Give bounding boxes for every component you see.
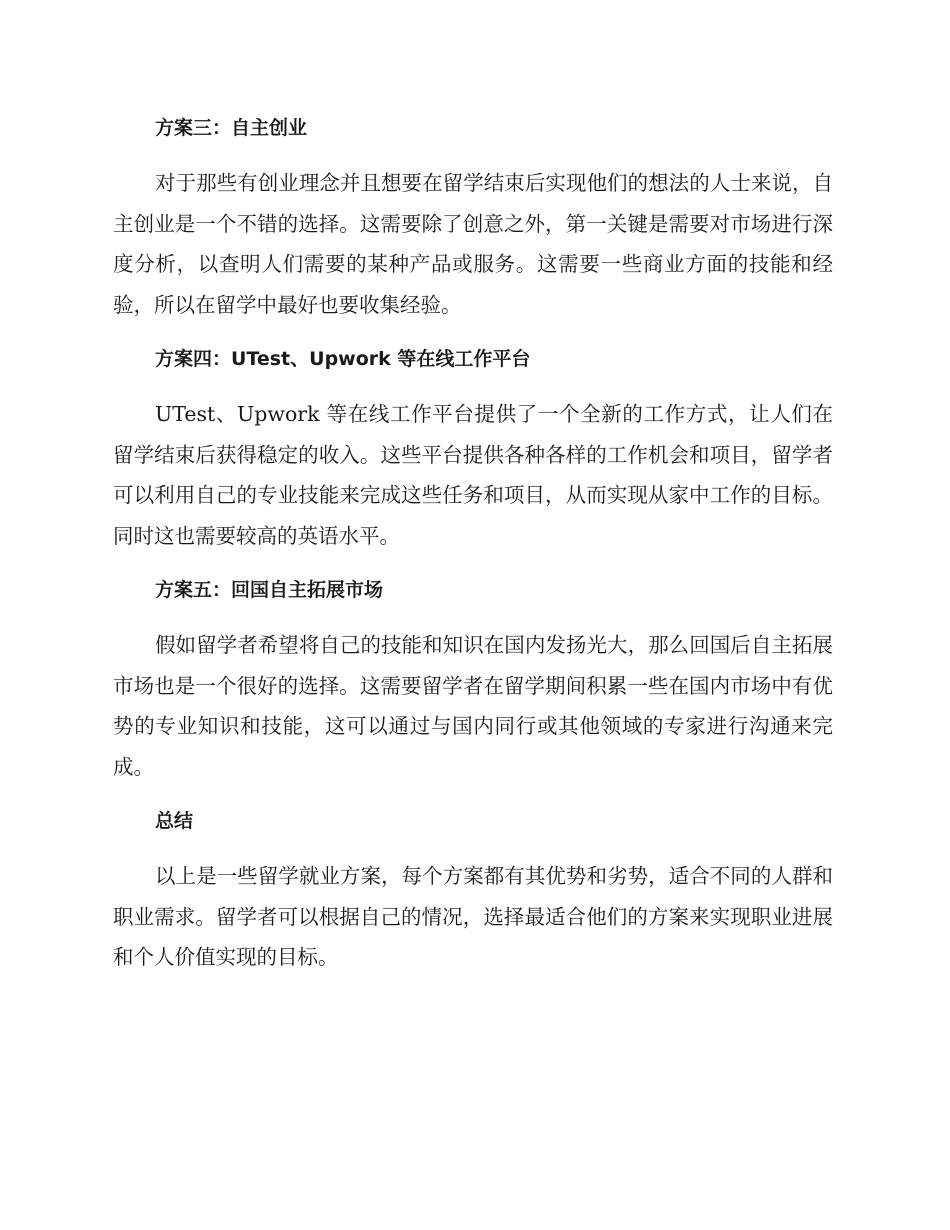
section-plan-four	[113, 339, 833, 556]
section-paragraph: 对于那些有创业理念并且想要在留学结束后实现他们的想法的人士来说，自主创业是一个不错的选择。这需要除了创意之外，第一关键是需要对市场进行深度分析，以查明人们需要的某种产品或服务。这需要一些商业方面的技能和经验，所以在留学中最好也要收集经验。	[113, 171, 833, 317]
section-heading: 方案五：回国自主拓展市场	[155, 579, 384, 601]
section-paragraph: 以上是一些留学就业方案，每个方案都有其优势和劣势，适合不同的人群和职业需求。留学者可以根据自己的情况，选择最适合他们的方案来实现职业进展和个人价值实现的目标。	[113, 864, 833, 969]
section-paragraph: 假如留学者希望将自己的技能和知识在国内发扬光大，那么回国后自主拓展市场也是一个很好的选择。这需要留学者在留学期间积累一些在国内市场中有优势的专业知识和技能，这可以通过与国内同行或其他领域的专家进行沟通来完成。	[113, 633, 833, 779]
section-summary	[113, 801, 833, 978]
section-heading: 总结	[155, 810, 194, 832]
section-heading: 方案四：UTest、Upwork 等在线工作平台	[155, 348, 531, 370]
section-heading: 方案三：自主创业	[155, 117, 308, 139]
section-paragraph: UTest、Upwork 等在线工作平台提供了一个全新的工作方式，让人们在留学结束后获得稳定的收入。这些平台提供各种各样的工作机会和项目，留学者可以利用自己的专业技能来完成这些任务和项目，从而实现从家中工作的目标。同时这也需要较高的英语水平。	[113, 402, 833, 548]
document-page	[113, 108, 833, 978]
section-plan-three	[113, 108, 833, 325]
section-plan-five	[113, 570, 833, 787]
